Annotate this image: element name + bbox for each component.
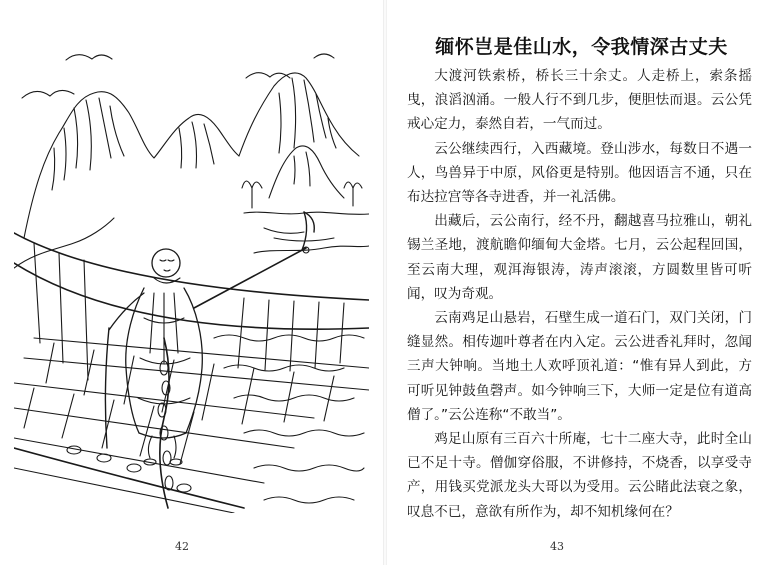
paragraph: 大渡河铁索桥，桥长三十余丈。人走桥上，索条摇曳，浪滔汹涌。一般人行不到几步，便胆怯而退。云公凭戒心定力，泰然自若，一气而过。 xyxy=(407,68,752,133)
chapter-body xyxy=(407,64,752,524)
paragraph: 云公继续西行，入西藏境。登山涉水，每数日不遇一人，鸟兽异于中原，风俗更是特别。他因语言不通，只在布达拉宫等各寺进香，并一礼活佛。 xyxy=(407,140,752,206)
paragraph: 鸡足山原有三百六十所庵，七十二座大寺，此时全山已不足十寺。僧伽穿俗服，不讲修持，不烧香，以享受寺产，用钱买党派龙头大哥以为受用。云公睹此法衰之象，叹息不已，意欲有所作为，却不知机缘何在？ xyxy=(407,431,752,520)
right-page-number: 43 xyxy=(550,540,564,553)
paragraph: 云南鸡足山悬岩，石壁生成一道石门，双门关闭，门缝显然。相传迦叶尊者在内入定。云公进香礼拜时，忽闻三声大钟响。当地土人欢呼顶礼道：“惟有异人到此，方可听见钟鼓鱼磬声。如今钟响三下，大师一定是位有道高僧了。”云公连称“不敢当”。 xyxy=(407,310,752,423)
left-page-number: 42 xyxy=(175,540,189,553)
paragraph: 出藏后，云公南行，经不丹，翻越喜马拉雅山，朝礼锡兰圣地，渡航瞻仰缅甸大金塔。七月，云公起程回国，至云南大理，观洱海银涛，涛声滚滚，方圆数里皆可听闻，叹为奇观。 xyxy=(407,213,752,302)
chapter-title: 缅怀岂是佳山水，令我情深古丈夫 xyxy=(435,36,728,58)
monk-crossing-chain-bridge-illustration xyxy=(14,38,369,513)
right-page xyxy=(385,0,770,565)
